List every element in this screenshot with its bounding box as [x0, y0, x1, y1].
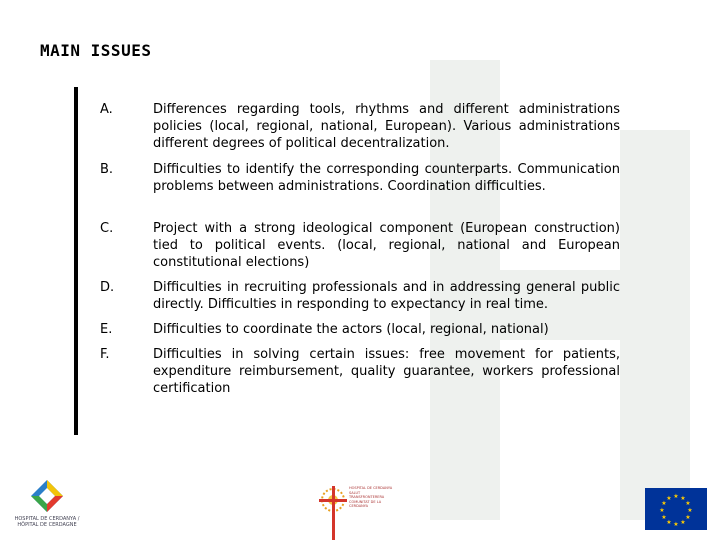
sun-cross-icon — [313, 476, 353, 540]
hospital-logo-icon — [12, 478, 82, 518]
issue-text: Differences regarding tools, rhythms and different administrations policies (local, regional, national, European). Various administrations different degrees of political decentralization. — [153, 102, 620, 151]
issue-letter: B. — [100, 162, 114, 177]
issue-text: Project with a strong ideological component (European construction) tied to political events. (local, regional, national and European constitutional elections) — [153, 221, 620, 270]
svg-text:★: ★ — [687, 507, 693, 514]
issue-text: Difficulties to coordinate the actors (local, regional, national) — [153, 322, 549, 337]
svg-text:★: ★ — [680, 519, 686, 526]
eu-flag-icon — [645, 488, 707, 530]
issue-letter: F. — [100, 347, 110, 362]
issue-letter: C. — [100, 221, 114, 236]
page-title: MAIN ISSUES — [40, 41, 152, 60]
issue-letter: E. — [100, 322, 113, 337]
svg-text:★: ★ — [685, 514, 691, 521]
svg-text:★: ★ — [661, 500, 667, 507]
svg-text:★: ★ — [666, 519, 672, 526]
svg-text:★: ★ — [673, 493, 679, 500]
svg-text:★: ★ — [673, 521, 679, 528]
svg-text:★: ★ — [680, 495, 686, 502]
hospital-logo — [12, 478, 82, 534]
hospital-logo-caption: HOSPITAL DE CERDANYA / HÔPITAL DE CERDAGNE — [14, 516, 80, 528]
svg-text:★: ★ — [666, 495, 672, 502]
cross-border-logo-caption: HOSPITAL DE CERDANYA SALUT TRANSFRONTERERA COMUNITAT DE LA CERDANYA — [349, 486, 393, 508]
issue-text: Difficulties in recruiting professionals and in addressing general public directly. Difficulties in responding to expectancy in real time. — [153, 280, 620, 312]
issue-text: Difficulties to identify the corresponding counterparts. Communication problems between administrations. Coordination difficulties. — [153, 162, 620, 194]
issue-text: Difficulties in solving certain issues: free movement for patients, expenditure reimbursement, quality guarantee, workers professional certification — [153, 347, 620, 396]
svg-text:★: ★ — [685, 500, 691, 507]
svg-text:★: ★ — [659, 507, 665, 514]
cross-border-logo — [313, 476, 395, 540]
issue-letter: D. — [100, 280, 115, 295]
issue-letter: A. — [100, 102, 113, 117]
vertical-divider — [74, 87, 78, 435]
svg-text:★: ★ — [661, 514, 667, 521]
